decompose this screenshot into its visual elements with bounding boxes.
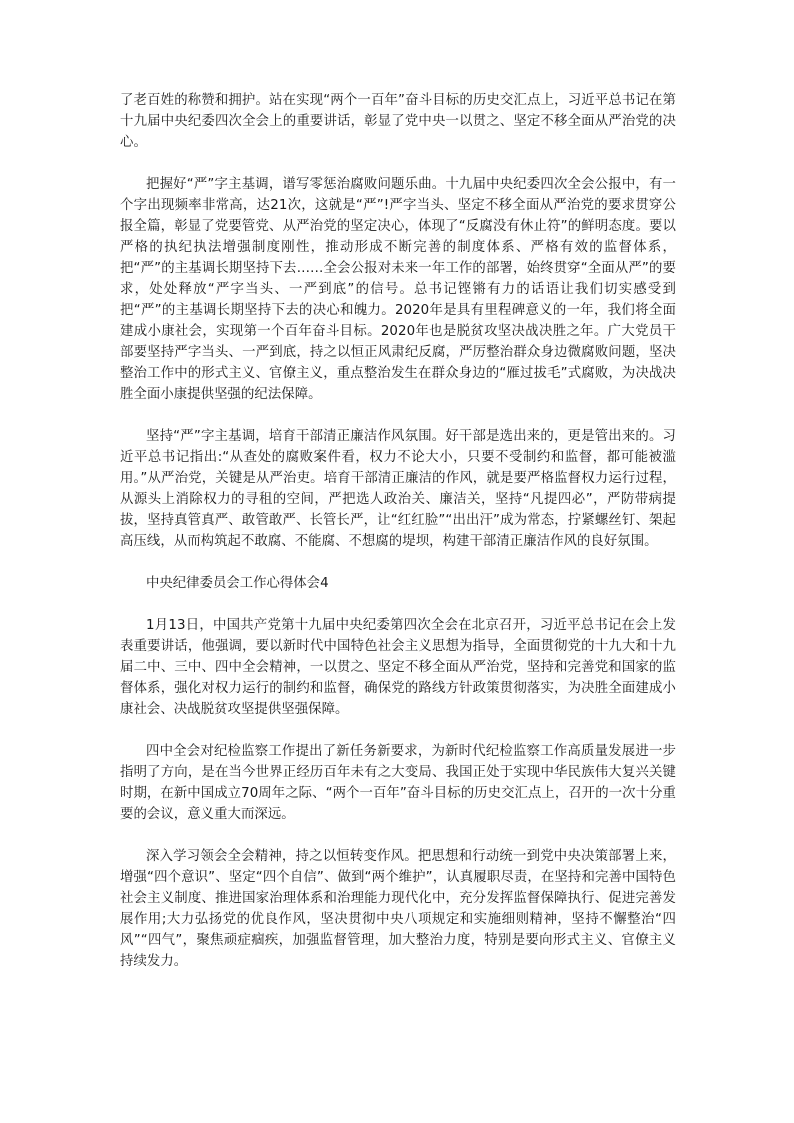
paragraph-4: 1月13日，中国共产党第十九届中央纪委第四次全会在北京召开，习近平总书记在会上发表重要讲话，他强调，要以新时代中国特色社会主义思想为指导，全面贯彻党的十九大和十九届二中、三中、四中全会精神，一以贯之、坚定不移全面从严治党，坚持和完善党和国家的监督体系，强化对权力运行的制约和监督，确保党的路线方针政策贯彻落实，为决胜全面建成小康社会、决战脱贫攻坚提供坚强保障。: [120, 618, 676, 717]
paragraph-5: 四中全会对纪检监察工作提出了新任务新要求，为新时代纪检监察工作高质量发展进一步指明了方向，是在当今世界正经历百年未有之大变局、我国正处于实现中华民族伟大复兴关键时期，在新中国成立70周年之际、“两个一百年”奋斗目标的历史交汇点上，召开的一次十分重要的会议，意义重大而深远。: [120, 744, 676, 822]
paragraph-3: 坚持“严”字主基调，培育干部清正廉洁作风氛围。好干部是选出来的，更是管出来的。习近平总书记指出:“从查处的腐败案件看，权力不论大小，只要不受制约和监督，都可能被滥用。”从严治党，关键是从严治吏。培育干部清正廉洁的作风，就是要严格监督权力运行过程，从源头上消除权力的寻租的空间，严把选人政治关、廉洁关，坚持“凡提四必”，严防带病提拔，坚持真管真严、敢管敢严、长管长严，让“红红脸”“出出汗”成为常态，拧紧螺丝钉、架起高压线，从而构筑起不敢腐、不能腐、不想腐的堤坝，构建干部清正廉洁作风的良好氛围。: [120, 429, 676, 549]
paragraph-6: 深入学习领会全会精神，持之以恒转变作风。把思想和行动统一到党中央决策部署上来，增强“四个意识”、坚定“四个自信”、做到“两个维护”，认真履职尽责，在坚持和完善中国特色社会主义制度、推进国家治理体系和治理能力现代化中，充分发挥监督保障执行、促进完善发展作用;大力弘扬党的优良作风，坚决贯彻中央八项规定和实施细则精神，坚持不懈整治“四风”“四气”，聚焦顽症痼疾，加强监督管理，加大整治力度，特别是要向形式主义、官僚主义持续发力。: [120, 849, 676, 969]
document-page: [120, 90, 676, 993]
paragraph-2: 把握好“严”字主基调，谱写零惩治腐败问题乐曲。十九届中央纪委四次全会公报中，有一个字出现频率非常高，达21次，这就是“严”!严字当头、坚定不移全面从严治党的要求贯穿公报全篇，彰显了党要管党、从严治党的坚定决心，体现了“反腐没有休止符”的鲜明态度。要以严格的执纪执法增强制度刚性，推动形成不断完善的制度体系、严格有效的监督体系，把“严”的主基调长期坚持下去……全会公报对未来一年工作的部署，始终贯穿“全面从严”的要求，处处释放“严字当头、一严到底”的信号。总书记铿锵有力的话语让我们切实感受到把“严”的主基调长期坚持下去的决心和魄力。2020年是具有里程碑意义的一年，我们将全面建成小康社会，实现第一个百年奋斗目标。2020年也是脱贫攻坚决战决胜之年。广大党员干部要坚持严字当头、一严到底，持之以恒正风肃纪反腐，严厉整治群众身边微腐败问题，坚决整治工作中的形式主义、官僚主义，重点整治发生在群众身边的“雁过拔毛”式腐败，为决战决胜全面小康提供坚强的纪法保障。: [120, 177, 676, 402]
section-heading: 中央纪律委员会工作心得体会4: [146, 576, 329, 591]
paragraph-1: 了老百姓的称赞和拥护。站在实现“两个一百年”奋斗目标的历史交汇点上，习近平总书记在第十九届中央纪委四次全会上的重要讲话，彰显了党中央一以贯之、坚定不移全面从严治党的决心。: [120, 93, 676, 150]
